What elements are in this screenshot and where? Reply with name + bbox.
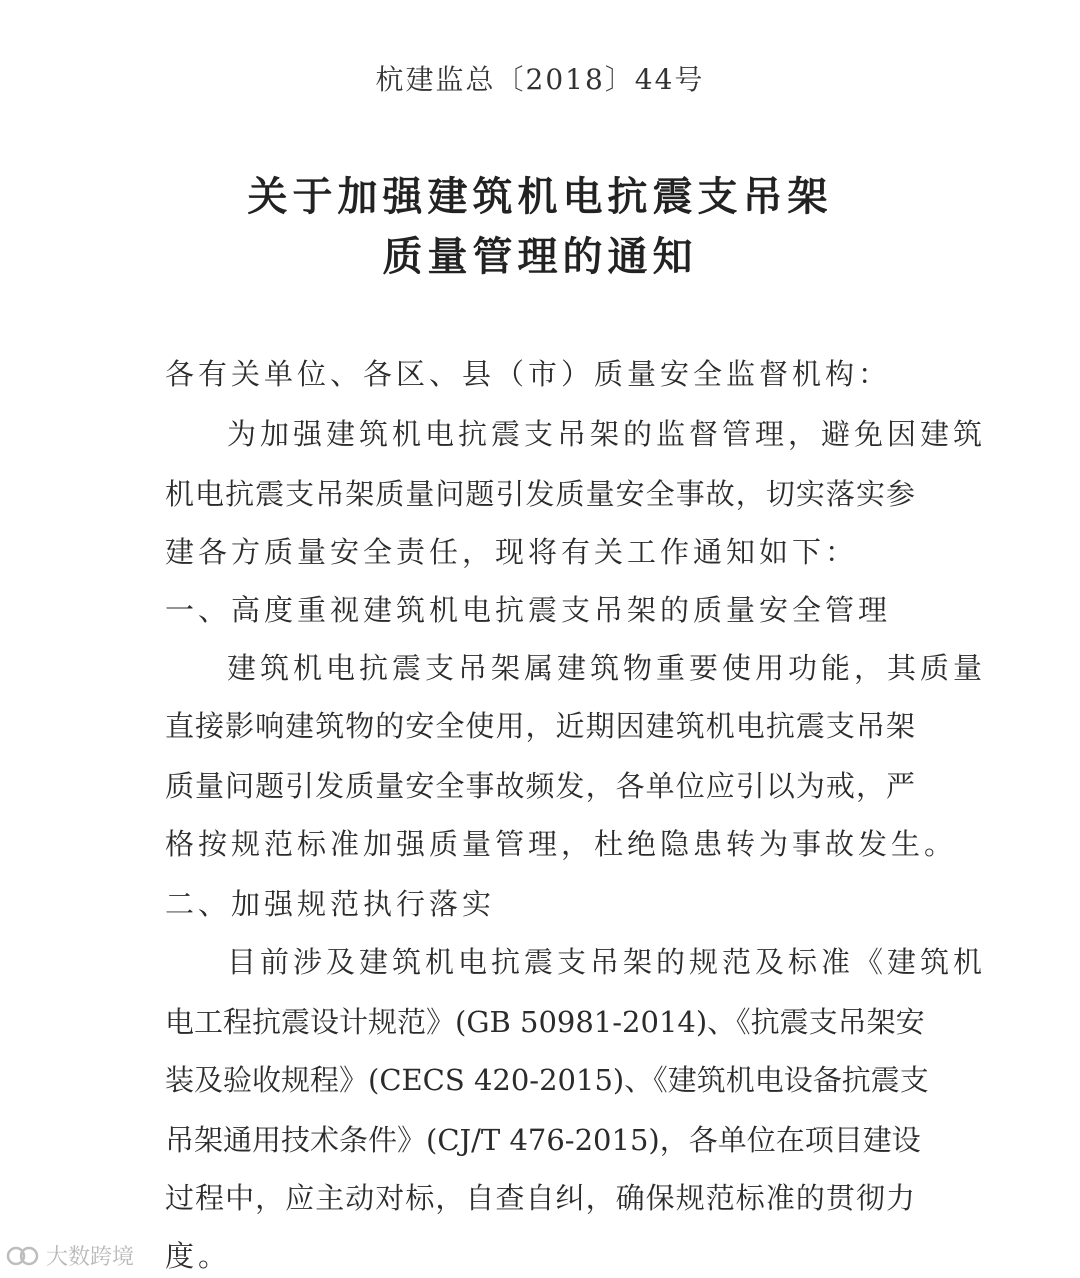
section-1-line: 直接影响建筑物的安全使用，近期因建筑机电抗震支吊架	[165, 709, 915, 743]
watermark	[6, 1240, 134, 1271]
intro-line: 为加强建筑机电抗震支吊架的监督管理，避免因建筑	[227, 417, 987, 451]
document-number: 杭建监总〔2018〕44号	[375, 63, 705, 96]
section-1-line: 格按规范标准加强质量管理，杜绝隐患转为事故发生。	[165, 827, 958, 861]
intro-line: 机电抗震支吊架质量问题引发质量安全事故，切实落实参	[165, 477, 915, 511]
section-1-line: 建筑机电抗震支吊架属建筑物重要使用功能，其质量	[227, 651, 987, 685]
section-2-heading: 二、加强规范执行落实	[165, 887, 496, 921]
document-title-line-1: 关于加强建筑机电抗震支吊架	[247, 174, 833, 220]
section-1-heading: 一、高度重视建筑机电抗震支吊架的质量安全管理	[165, 593, 892, 627]
section-2-line: 度。	[165, 1239, 232, 1273]
intro-line: 建各方质量安全责任，现将有关工作通知如下：	[165, 535, 859, 569]
section-2-line: 目前涉及建筑机电抗震支吊架的规范及标准《建筑机	[227, 945, 987, 979]
watermark-logo-icon	[6, 1244, 40, 1268]
section-2-line: 电工程抗震设计规范》(GB 50981-2014)、《抗震支吊架安	[165, 1005, 925, 1039]
section-1-line: 质量问题引发质量安全事故频发，各单位应引以为戒，严	[165, 769, 915, 803]
section-2-line: 装及验收规程》(CECS 420-2015)、《建筑机电设备抗震支	[165, 1063, 929, 1097]
document-title-line-2: 质量管理的通知	[382, 234, 698, 280]
section-2-line: 过程中，应主动对标，自查自纠，确保规范标准的贯彻力	[165, 1181, 915, 1215]
salutation: 各有关单位、各区、县（市）质量安全监督机构：	[165, 357, 892, 391]
watermark-text: 大数跨境	[46, 1245, 135, 1270]
section-2-line: 吊架通用技术条件》(CJ/T 476-2015)，各单位在项目建设	[165, 1123, 921, 1157]
